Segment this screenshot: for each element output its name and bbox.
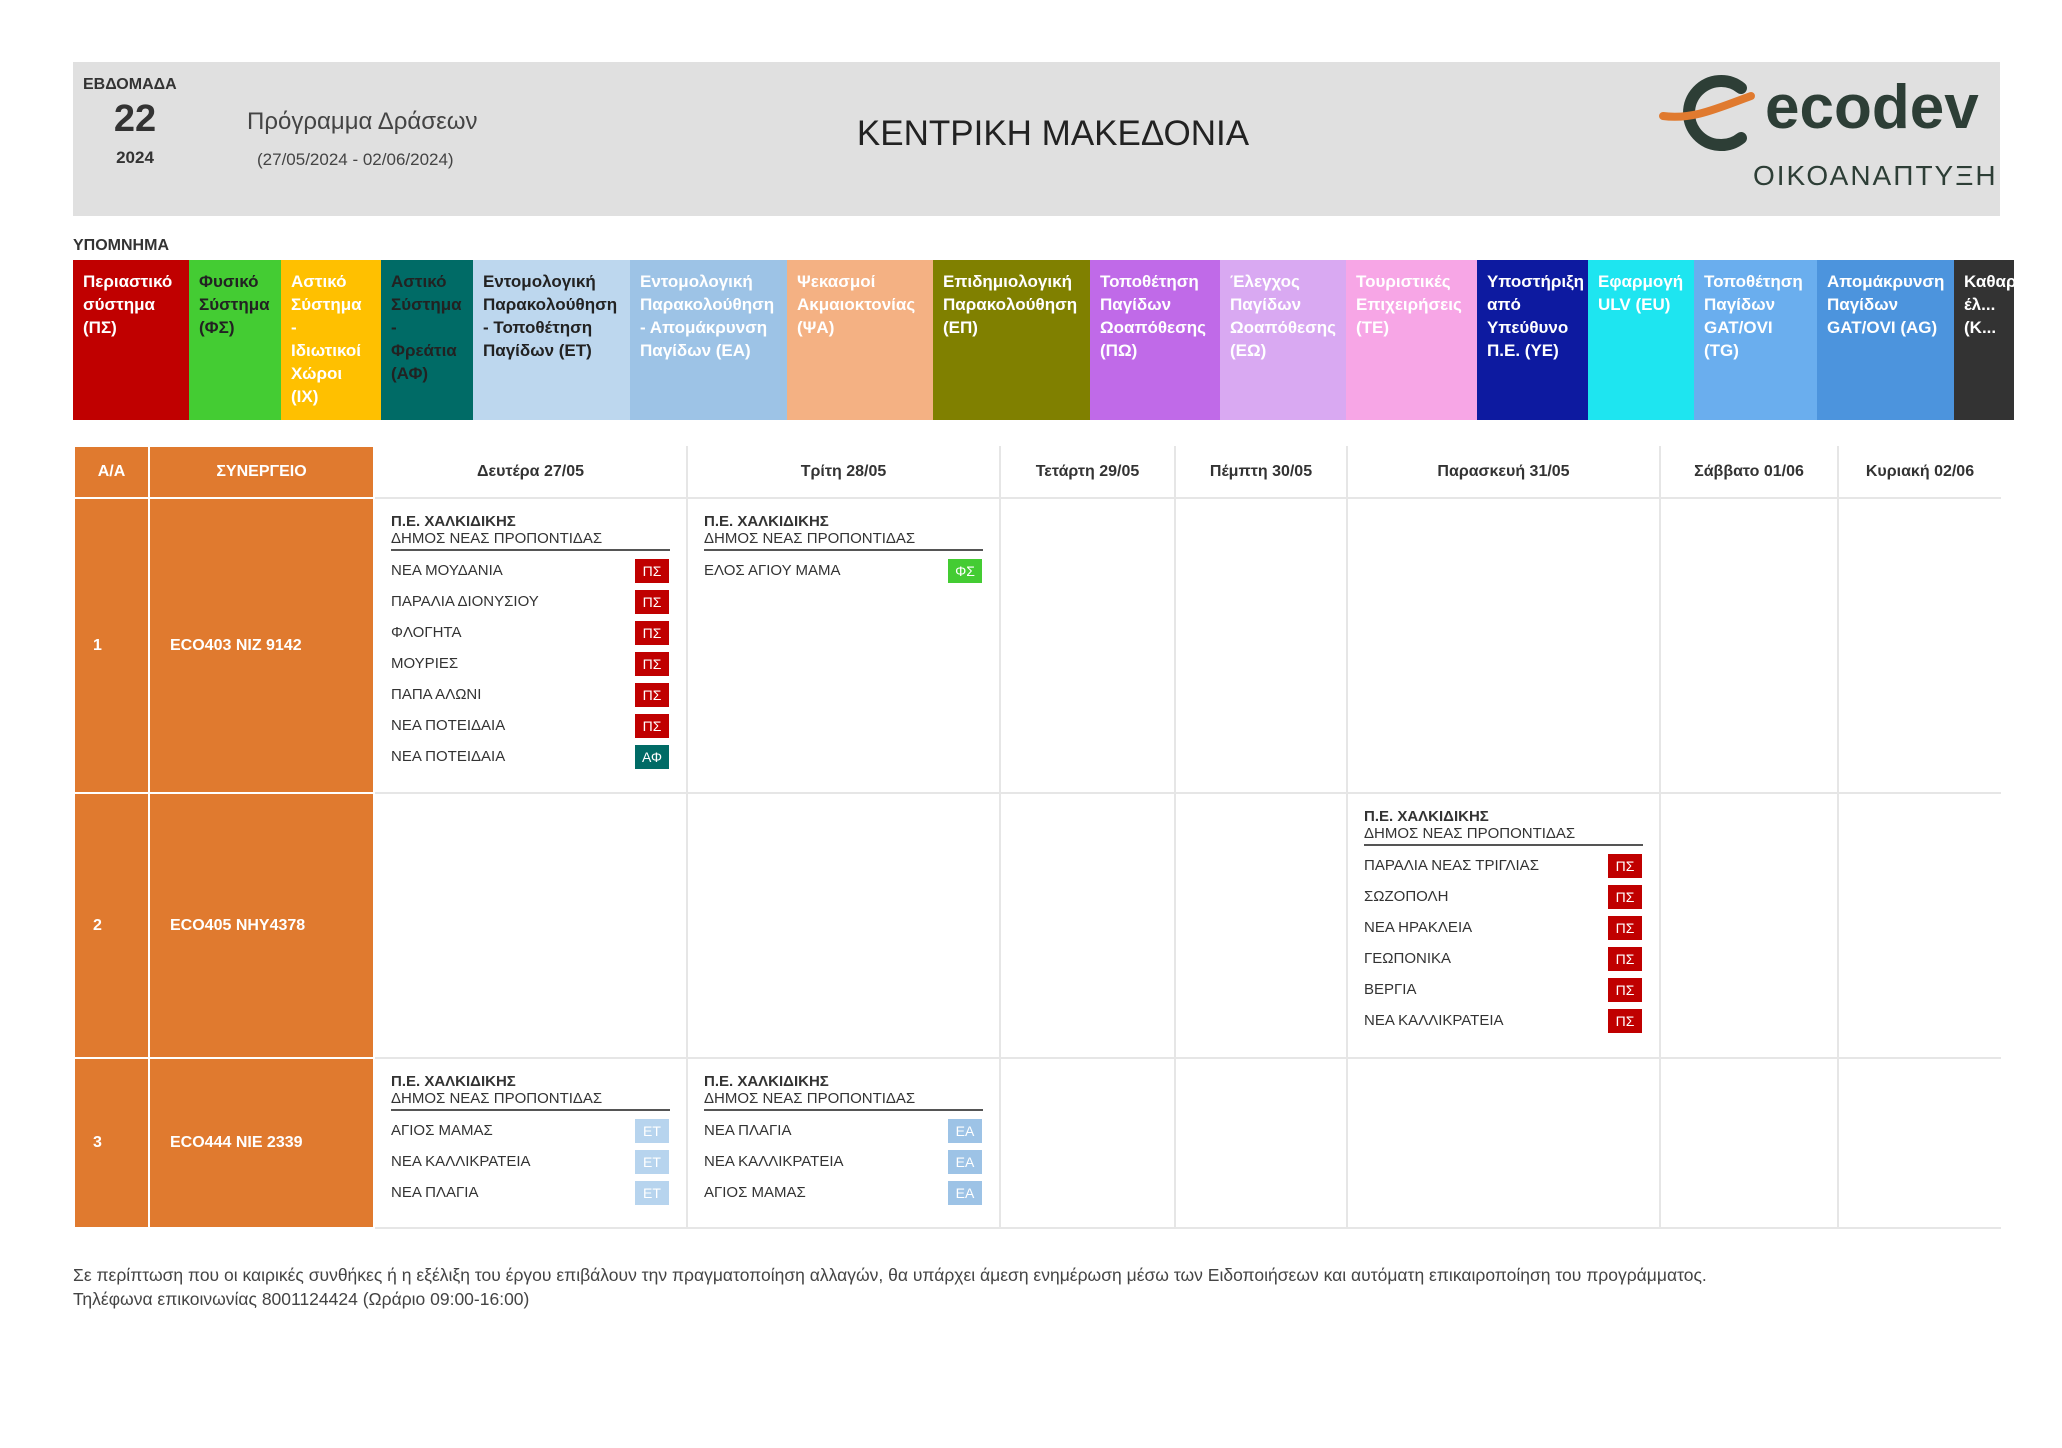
action-code-badge: ΠΣ [1607, 915, 1643, 941]
table-body [74, 498, 2001, 1228]
prefecture-name: Π.Ε. ΧΑΛΚΙΔΙΚΗΣ [704, 1073, 829, 1090]
legend-item: Τοποθέτηση Παγίδων Ωοαπόθεσης (ΠΩ) [1090, 260, 1220, 420]
location-item [391, 555, 670, 586]
location-item [391, 586, 670, 617]
prefecture-name: Π.Ε. ΧΑΛΚΙΔΙΚΗΣ [1364, 808, 1489, 825]
team-code: ECO444 NIE 2339 [149, 1058, 374, 1228]
action-code-badge: ΕΑ [947, 1180, 983, 1206]
action-code-badge: ΕΑ [947, 1149, 983, 1175]
legend-item: Αστικό Σύστημα - Φρεάτια (ΑΦ) [381, 260, 473, 420]
legend-item: Τοποθέτηση Παγίδων GAT/OVI (TG) [1694, 260, 1817, 420]
day-cell [687, 498, 1000, 793]
prefecture-name: Π.Ε. ΧΑΛΚΙΔΙΚΗΣ [704, 513, 829, 530]
region-title: ΚΕΝΤΡΙΚΗ ΜΑΚΕΔΟΝΙΑ [856, 114, 1250, 153]
action-code-badge: ΕΤ [634, 1149, 670, 1175]
logo-subtitle: ΟΙΚΟΑΝΑΠΤΥΞΗ [1753, 160, 1998, 191]
prefecture-name: Π.Ε. ΧΑΛΚΙΔΙΚΗΣ [391, 1073, 516, 1090]
location-name: ΠΑΠΑ ΑΛΩΝΙ [391, 686, 482, 703]
action-code-badge: ΠΣ [634, 651, 670, 677]
location-item [391, 617, 670, 648]
day-cell [1660, 793, 1838, 1058]
prefecture-name: Π.Ε. ΧΑΛΚΙΔΙΚΗΣ [391, 513, 516, 530]
day-schedule [375, 499, 686, 772]
location-item [391, 1146, 670, 1177]
action-code-badge: ΠΣ [1607, 946, 1643, 972]
location-item [1364, 881, 1643, 912]
legend-item: Τουριστικές Επιχειρήσεις (ΤΕ) [1346, 260, 1477, 420]
action-code-badge: ΠΣ [634, 682, 670, 708]
legend-item: Περιαστικό σύστημα (ΠΣ) [73, 260, 189, 420]
col-header-day: Σάββατο 01/06 [1660, 446, 1838, 498]
location-name: ΓΕΩΠΟΝΙΚΑ [1364, 950, 1451, 967]
day-cell [1660, 498, 1838, 793]
location-name: ΝΕΑ ΠΛΑΓΙΑ [704, 1122, 792, 1139]
row-number: 3 [74, 1058, 149, 1228]
location-name: ΝΕΑ ΚΑΛΛΙΚΡΑΤΕΙΑ [1364, 1012, 1504, 1029]
legend-item: Υποστήριξη από Υπεύθυνο Π.Ε. (ΥΕ) [1477, 260, 1588, 420]
table-header-row [74, 446, 2001, 498]
legend-item: Απομάκρυνση Παγίδων GAT/OVI (AG) [1817, 260, 1954, 420]
col-header-aa: Α/Α [74, 446, 149, 498]
action-code-badge: ΑΦ [634, 744, 670, 770]
legend-item: Επιδημιολογική Παρακολούθηση (ΕΠ) [933, 260, 1090, 420]
location-item [391, 1115, 670, 1146]
day-cell [1838, 498, 2001, 793]
footer-line-2: Τηλέφωνα επικοινωνίας 8001124424 (Ωράριο 09:00-16:00) [73, 1289, 530, 1309]
program-title: Πρόγραμμα Δράσεων [247, 108, 478, 135]
legend-item: Αστικό Σύστημα - Ιδιωτικοί Χώροι (ΙΧ) [281, 260, 381, 420]
col-header-day: Παρασκευή 31/05 [1347, 446, 1660, 498]
action-code-badge: ΠΣ [1607, 884, 1643, 910]
program-dates: (27/05/2024 - 02/06/2024) [257, 150, 454, 169]
day-schedule [688, 1059, 999, 1208]
col-header-team: ΣΥΝΕΡΓΕΙΟ [149, 446, 374, 498]
day-schedule [1348, 794, 1659, 1036]
location-name: ΝΕΑ ΜΟΥΔΑΝΙΑ [391, 562, 503, 579]
day-cell [1838, 1058, 2001, 1228]
action-code-badge: ΠΣ [1607, 977, 1643, 1003]
day-schedule [688, 499, 999, 586]
location-name: ΝΕΑ ΠΟΤΕΙΔΑΙΑ [391, 717, 506, 734]
action-code-badge: ΦΣ [947, 558, 983, 584]
day-cell [1347, 1058, 1660, 1228]
location-name: ΑΓΙΟΣ ΜΑΜΑΣ [704, 1184, 806, 1201]
col-header-day: Τρίτη 28/05 [687, 446, 1000, 498]
location-item [704, 555, 983, 586]
action-code-badge: ΠΣ [634, 620, 670, 646]
location-item [391, 648, 670, 679]
municipality-name: ΔΗΜΟΣ ΝΕΑΣ ΠΡΟΠΟΝΤΙΔΑΣ [704, 530, 983, 551]
col-header-day: Τετάρτη 29/05 [1000, 446, 1175, 498]
location-name: ΝΕΑ ΚΑΛΛΙΚΡΑΤΕΙΑ [391, 1153, 531, 1170]
day-cell [1000, 498, 1175, 793]
location-item [1364, 1005, 1643, 1036]
legend-item: Έλεγχος Παγίδων Ωοαπόθεσης (ΕΩ) [1220, 260, 1346, 420]
legend [73, 260, 2062, 420]
legend-item: Καθαρισμός έλ... (Κ... [1954, 260, 2014, 420]
location-name: ΦΛΟΓΗΤΑ [391, 624, 462, 641]
location-item [391, 710, 670, 741]
municipality-name: ΔΗΜΟΣ ΝΕΑΣ ΠΡΟΠΟΝΤΙΔΑΣ [1364, 825, 1643, 846]
location-name: ΝΕΑ ΠΛΑΓΙΑ [391, 1184, 479, 1201]
action-code-badge: ΠΣ [1607, 1008, 1643, 1034]
page-header [73, 62, 2000, 216]
municipality-name: ΔΗΜΟΣ ΝΕΑΣ ΠΡΟΠΟΝΤΙΔΑΣ [391, 1090, 670, 1111]
location-name: ΝΕΑ ΗΡΑΚΛΕΙΑ [1364, 919, 1473, 936]
day-cell [1175, 498, 1347, 793]
day-cell [374, 1058, 687, 1228]
location-item [391, 741, 670, 772]
day-cell [1175, 1058, 1347, 1228]
legend-item: Εντομολογική Παρακολούθηση - Τοποθέτηση Παγίδων (ΕΤ) [473, 260, 630, 420]
location-item [391, 679, 670, 710]
action-code-badge: ΕΤ [634, 1118, 670, 1144]
row-number: 2 [74, 793, 149, 1058]
location-name: ΒΕΡΓΙΑ [1364, 981, 1417, 998]
location-item [1364, 912, 1643, 943]
team-code: ECO403 NIZ 9142 [149, 498, 374, 793]
legend-item: Φυσικό Σύστημα (ΦΣ) [189, 260, 281, 420]
location-name: ΠΑΡΑΛΙΑ ΝΕΑΣ ΤΡΙΓΛΙΑΣ [1364, 857, 1539, 874]
legend-title: ΥΠΟΜΝΗΜΑ [73, 237, 169, 254]
logo-wordmark: ecodev [1765, 73, 1979, 142]
legend-item: Ψεκασμοί Ακμαιοκτονίας (ΨΑ) [787, 260, 933, 420]
row-number: 1 [74, 498, 149, 793]
day-cell [1000, 1058, 1175, 1228]
legend-item: Εφαρμογή ULV (EU) [1588, 260, 1694, 420]
location-name: ΣΩΖΟΠΟΛΗ [1364, 888, 1449, 905]
team-code: ECO405 NHY4378 [149, 793, 374, 1058]
location-item [704, 1146, 983, 1177]
footer-note [73, 1263, 1707, 1311]
col-header-day: Κυριακή 02/06 [1838, 446, 2001, 498]
day-cell [687, 793, 1000, 1058]
day-cell [1660, 1058, 1838, 1228]
day-cell [687, 1058, 1000, 1228]
table-row [74, 793, 2001, 1058]
ecodev-logo [1623, 68, 1998, 208]
action-code-badge: ΠΣ [634, 558, 670, 584]
location-name: ΜΟΥΡΙΕΣ [391, 655, 459, 672]
action-code-badge: ΕΤ [634, 1180, 670, 1206]
week-number: 22 [113, 98, 157, 140]
col-header-day: Πέμπτη 30/05 [1175, 446, 1347, 498]
day-cell [1347, 498, 1660, 793]
location-item [1364, 974, 1643, 1005]
footer-line-1: Σε περίπτωση που οι καιρικές συνθήκες ή η εξέλιξη του έργου επιβάλουν την πραγματοποίηση αλλαγών, θα υπάρχει άμεση ενημέρωση μέσω των Ειδοποιήσεων και αυτόματη επικαιροποίηση του προγράμματος. [73, 1265, 1707, 1285]
table-row [74, 498, 2001, 793]
day-cell [1000, 793, 1175, 1058]
col-header-day: Δευτέρα 27/05 [374, 446, 687, 498]
schedule-table [73, 445, 2001, 1229]
location-name: ΕΛΟΣ ΑΓΙΟΥ ΜΑΜΑ [704, 562, 841, 579]
legend-item: Εντομολογική Παρακολούθηση - Απομάκρυνση Παγίδων (ΕΑ) [630, 260, 787, 420]
action-code-badge: ΠΣ [1607, 853, 1643, 879]
day-cell [1175, 793, 1347, 1058]
day-cell [1838, 793, 2001, 1058]
municipality-name: ΔΗΜΟΣ ΝΕΑΣ ΠΡΟΠΟΝΤΙΔΑΣ [391, 530, 670, 551]
location-item [1364, 850, 1643, 881]
day-cell [374, 793, 687, 1058]
location-item [391, 1177, 670, 1208]
week-label: ΕΒΔΟΜΑΔΑ [83, 76, 177, 93]
action-code-badge: ΕΑ [947, 1118, 983, 1144]
table-row [74, 1058, 2001, 1228]
action-code-badge: ΠΣ [634, 589, 670, 615]
day-cell [1347, 793, 1660, 1058]
location-name: ΝΕΑ ΚΑΛΛΙΚΡΑΤΕΙΑ [704, 1153, 844, 1170]
location-item [704, 1177, 983, 1208]
location-name: ΝΕΑ ΠΟΤΕΙΔΑΙΑ [391, 748, 506, 765]
day-cell [374, 498, 687, 793]
week-year: 2024 [116, 148, 154, 167]
location-item [1364, 943, 1643, 974]
day-schedule [375, 1059, 686, 1208]
location-item [704, 1115, 983, 1146]
ecodev-logo-mark [1623, 68, 1983, 168]
location-name: ΑΓΙΟΣ ΜΑΜΑΣ [391, 1122, 493, 1139]
municipality-name: ΔΗΜΟΣ ΝΕΑΣ ΠΡΟΠΟΝΤΙΔΑΣ [704, 1090, 983, 1111]
location-name: ΠΑΡΑΛΙΑ ΔΙΟΝΥΣΙΟΥ [391, 593, 539, 610]
action-code-badge: ΠΣ [634, 713, 670, 739]
